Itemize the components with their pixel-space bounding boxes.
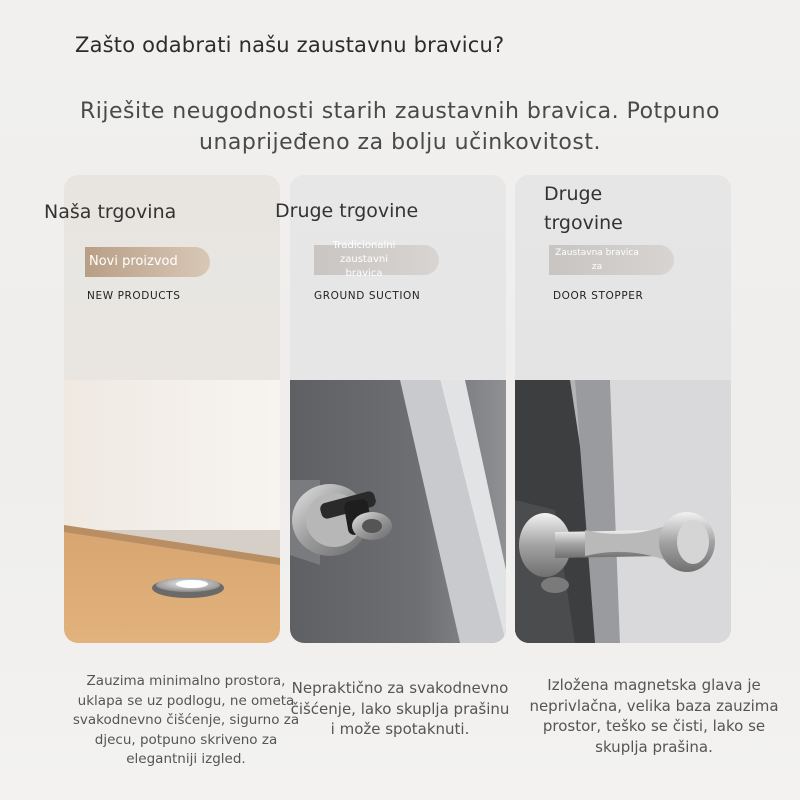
badge-door-stopper: Zaustavna bravica za bbox=[549, 245, 674, 275]
subheadline: Riješite neugodnosti starih zaustavnih bravica. Potpuno unaprijeđeno za bolju učinkovitost. bbox=[80, 99, 720, 155]
store-label-our-store: Naša trgovina bbox=[44, 201, 177, 223]
description-our-store: Zauzima minimalno prostora, uklapa se uz podlogu, ne ometa svakodnevno čišćenje, sigurno za djecu, potpuno skriveno za elegantniji izgled. bbox=[72, 673, 300, 767]
category-label-new-products: NEW PRODUCTS bbox=[87, 290, 181, 302]
category-label-door-stopper: DOOR STOPPER bbox=[553, 290, 644, 302]
badge-traditional-stopper: Tradicionalni zaustavni bravica bbox=[314, 245, 439, 275]
description-door-stopper: Izložena magnetska glava je neprivlačna, velika baza zauzima prostor, teško se čisti, lako se skuplja prašina. bbox=[529, 676, 779, 756]
description-ground-suction: Nepraktično za svakodnevno čišćenje, lako skuplja prašinu i može spotaknuti. bbox=[290, 679, 510, 738]
category-label-ground-suction: GROUND SUCTION bbox=[314, 290, 421, 302]
store-label-other-stores-1: Druge trgovine bbox=[275, 200, 419, 222]
store-label-other-stores-2: Druge trgovine bbox=[544, 183, 623, 234]
product-photo-door-stopper bbox=[515, 380, 731, 643]
badge-new-product: Novi proizvod bbox=[85, 247, 210, 277]
product-photo-flush-stopper bbox=[64, 380, 280, 643]
headline: Zašto odabrati našu zaustavnu bravicu? bbox=[75, 33, 505, 57]
product-photo-ground-suction bbox=[290, 380, 506, 643]
comparison-card-our-store bbox=[64, 175, 280, 643]
